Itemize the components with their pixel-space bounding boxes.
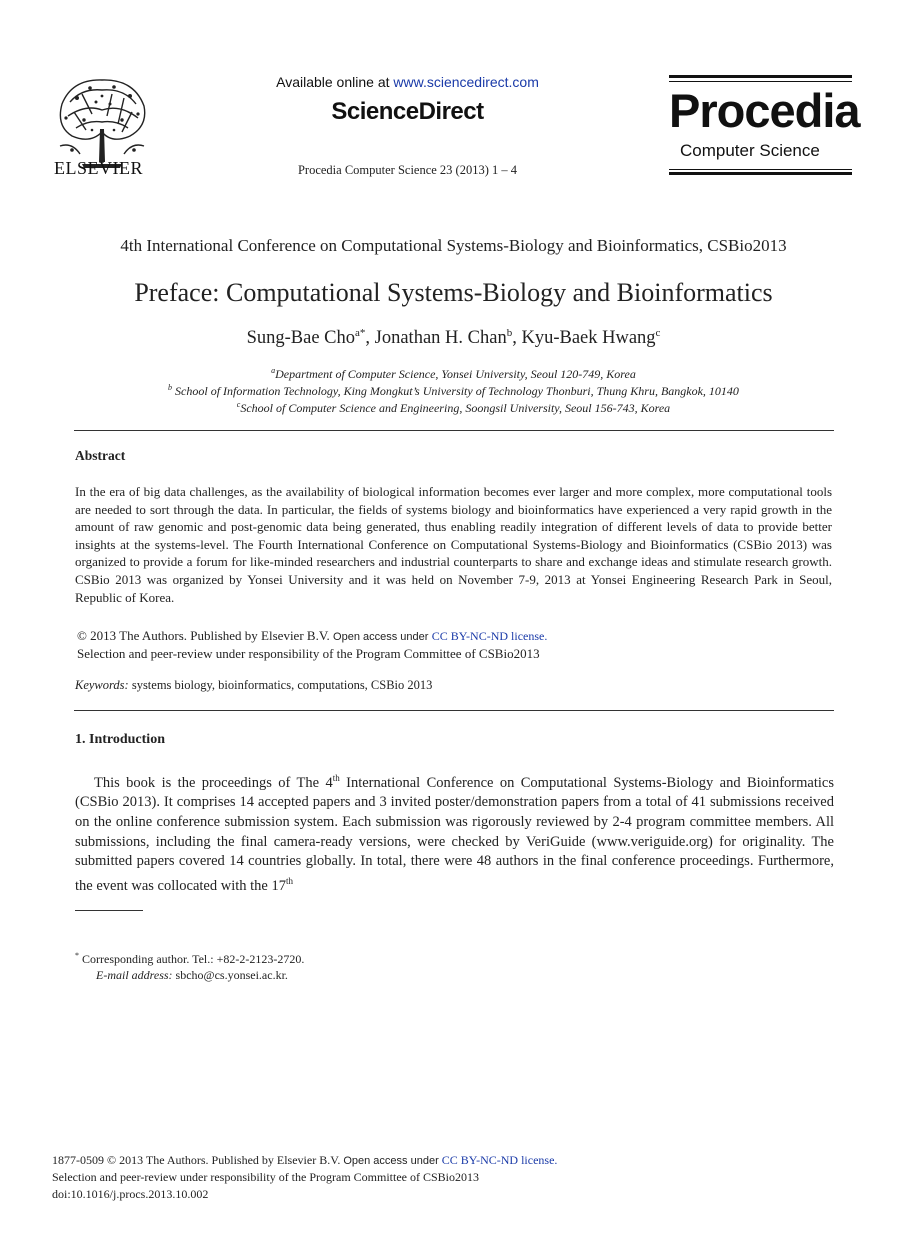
issn-line: [52, 1153, 557, 1168]
license-link[interactable]: CC BY-NC-ND license.: [431, 629, 548, 643]
peer-review-line: Selection and peer-review under responsibility of the Program Committee of CSBio2013: [77, 646, 540, 661]
sciencedirect-link[interactable]: www.sciencedirect.com: [393, 74, 539, 90]
footnote-corresponding: [75, 951, 304, 967]
email-label: E-mail address:: [96, 968, 173, 982]
intro-sup: th: [286, 875, 294, 886]
affiliation: [0, 383, 907, 399]
open-access-text: Open access under: [343, 1155, 439, 1167]
footnote-marker: *: [75, 951, 79, 960]
affiliation-text: School of Information Technology, King Mongkut’s University of Technology Thonburi, Thung Khru, Bangkok, 10140: [175, 384, 739, 398]
keywords-text: systems biology, bioinformatics, computations, CSBio 2013: [131, 678, 433, 692]
issn-copyright: 1877-0509 © 2013 The Authors. Published by Elsevier B.V.: [52, 1153, 341, 1167]
section-divider: [74, 710, 834, 711]
author-name: Kyu-Baek Hwang: [521, 328, 656, 349]
section-divider: [74, 430, 834, 431]
open-access-text: Open access under: [333, 631, 429, 643]
author-name: Jonathan H. Chan: [374, 328, 507, 349]
introduction-heading: 1. Introduction: [75, 732, 165, 747]
procedia-rule: [669, 81, 852, 82]
journal-reference: Procedia Computer Science 23 (2013) 1 – 4: [297, 163, 518, 177]
author-sup: a*: [355, 327, 366, 339]
doi-line[interactable]: doi:10.1016/j.procs.2013.10.002: [52, 1187, 209, 1201]
copyright-text: © 2013 The Authors. Published by Elsevier B.V.: [77, 628, 330, 643]
introduction-body: [75, 769, 834, 896]
author-sup: c: [655, 327, 661, 339]
footnote-divider: [75, 910, 143, 911]
available-prefix: Available online at: [276, 74, 390, 90]
copyright-line: [77, 628, 547, 644]
intro-sup: th: [332, 773, 340, 783]
procedia-subtitle: Computer Science: [680, 141, 820, 160]
email-address[interactable]: sbcho@cs.yonsei.ac.kr.: [175, 968, 288, 982]
intro-text-part: This book is the proceedings of The 4: [94, 774, 333, 791]
author-sup: b: [506, 327, 513, 339]
affiliation-text: School of Computer Science and Engineering, Soongsil University, Seoul 156-743, Korea: [240, 401, 671, 415]
affiliation-sup: a: [271, 366, 276, 375]
procedia-logo: [669, 75, 860, 175]
sciencedirect-logo: ScienceDirect: [331, 98, 484, 125]
procedia-wordmark: Procedia: [669, 84, 860, 137]
license-link[interactable]: CC BY-NC-ND license.: [441, 1153, 558, 1167]
author-name: Sung-Bae Cho: [246, 328, 355, 349]
affiliation-sup: b: [168, 383, 173, 392]
affiliation: [0, 366, 907, 382]
intro-text-part: International Conference on Computational Systems-Biology and Bioinformatics (CSBio 2013). It comprises 14 accepted papers and 3 invited poster/demonstration papers from a total of 41 submissions received on the online conference submission system. Each submission was rigorously reviewed by 2-4 program committee members. All submissions, including the final camera-ready versions, were checked by VeriGuide (www.veriguide.org) for originality. The submitted papers covered 14 countries globally. In total, there were 48 authors in the final conference proceedings. Furthermore, the event was collocated with the 17: [75, 774, 834, 894]
affiliation-text: Department of Computer Science, Yonsei University, Seoul 120-749, Korea: [275, 367, 636, 381]
abstract-heading: Abstract: [75, 448, 126, 463]
keywords-label: Keywords:: [75, 678, 129, 692]
keywords-line: [75, 678, 432, 693]
footnote-email: [96, 968, 288, 983]
article-title: Preface: Computational Systems-Biology and Bioinformatics: [134, 278, 773, 307]
conference-name: 4th International Conference on Computational Systems-Biology and Bioinformatics, CSBio2013: [120, 236, 787, 255]
author-list: Sung-Bae Cho$^{a*}$, Jonathan H. Chan$^b$, Kyu-Baek Hwang$^c$: [246, 327, 661, 349]
abstract-body: In the era of big data challenges, as the availability of biological information becomes ever larger and more complex, more computational tools are needed to sort through the data. In particular, the fields of systems biology and bioinformatics have experienced a very rapid growth in the amount of raw genomic and post-genomic data being generated, thus enabling readily integration of different levels of data to provide better insights at the systems-level. The Fourth International Conference on Computational Systems-Biology and Bioinformatics (CSBio 2013) was organized to provide a forum for like-minded researchers and industrial counterparts to share and exchange ideas and stimulate research growth. CSBio 2013 was organized by Yonsei University and it was held on November 7-9, 2013 at Yonsei Engineering Research Park in Seoul, Republic of Korea.: [75, 484, 832, 605]
procedia-rule: [669, 172, 852, 175]
footnote-text: Corresponding author. Tel.: +82-2-2123-2720.: [82, 952, 305, 966]
procedia-rule: [669, 75, 852, 78]
procedia-rule: [669, 169, 852, 170]
elsevier-wordmark: ELSEVIER: [54, 158, 143, 178]
affiliation-sup: c: [236, 400, 241, 409]
affiliation: [0, 400, 907, 416]
bottom-peer-review: Selection and peer-review under responsibility of the Program Committee of CSBio2013: [52, 1170, 480, 1184]
